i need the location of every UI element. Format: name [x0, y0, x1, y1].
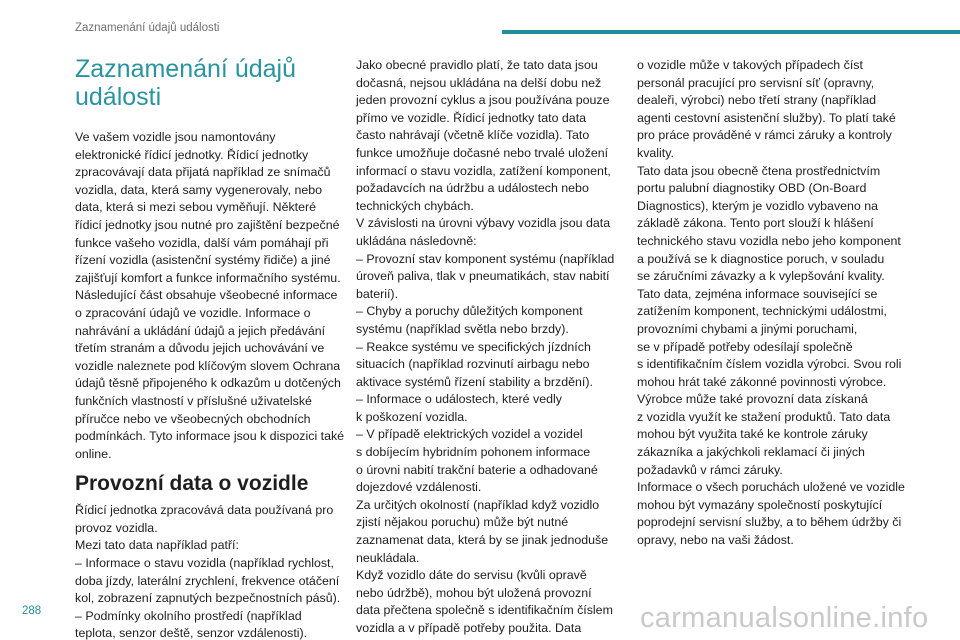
header-accent-bar	[502, 30, 960, 34]
text-line: Když vozidlo dáte do servisu (kvůli opravě	[356, 568, 587, 583]
text-line: k poškození vozidla.	[356, 409, 468, 424]
text-line: aktivace systémů řízení stability a brzdění).	[356, 374, 593, 389]
text-line: se záručními závazky a k vylepšování kvality.	[637, 269, 885, 284]
page-number: 288	[22, 605, 42, 617]
text-line: Jako obecné pravidlo platí, že tato data jsou	[356, 58, 598, 72]
text-line: zjistí nějakou poruchu) může být nutné	[356, 515, 569, 530]
text-line: mohou být vymazány společností poskytující	[637, 497, 883, 512]
text-line: se v případě potřeby odesílají společně	[637, 339, 853, 354]
text-line: data, která si mezi sebou vyměňují. Některé	[75, 200, 317, 215]
text-line: zpracovávají data přijatá například ze snímačů	[75, 165, 331, 180]
text-line: poprodejní servisní služby, a to během údržby či	[637, 515, 902, 530]
text-line: kvality.	[637, 145, 674, 160]
watermark: carmanualsonline.info	[640, 602, 929, 634]
text-line: s identifikačním číslem vozidla výrobci. Svou roli	[637, 357, 902, 372]
text-line: řídicí jednotky jsou nutné pro zajištění bezpečné	[75, 217, 340, 232]
text-line: mohou hrát také zákonné povinnosti výrobce.	[637, 374, 887, 389]
text-line: Tato data jsou obecně čtena prostřednictvím	[637, 163, 881, 178]
text-line: o zpracování údajů ve vozidle. Informace o	[75, 305, 311, 320]
running-header-title: Zaznamenání údajů události	[75, 22, 220, 34]
list-item: – Podmínky okolního prostředí (například	[75, 608, 302, 623]
text-line: informací o stavu vozidla, zatížení komponent,	[356, 163, 611, 178]
text-line: funkčních vlastností v příslušné uživatelské	[75, 393, 312, 408]
text-line: s dobíjecím hybridním pohonem informace	[356, 445, 591, 460]
section-title	[75, 55, 347, 111]
text-line: základě zákona. Tento port slouží k hlášení	[637, 216, 874, 231]
text-line: personál pracující pro servisní síť (opravny,	[637, 75, 875, 90]
column-3	[637, 57, 905, 550]
text-line: situacích (například rozvinutí airbagu nebo	[356, 357, 590, 372]
text-line: úroveň paliva, tlak v pneumatikách, stav nabití	[356, 269, 610, 284]
text-line: opravy, nebo na vaši žádost.	[637, 533, 794, 548]
text-line: požadavků v rámci záruky.	[637, 462, 783, 477]
text-line: řízení vozidla (asistenční systémy řidiče) a jiné	[75, 253, 331, 268]
text-line: údajů těsně připojeného k odkazům u dotčených	[75, 376, 341, 391]
text-line: funkce vašeho vozidla, další vám pomáhají při	[75, 235, 329, 250]
text-line: elektronické řídicí jednotky. Řídicí jednotky	[75, 147, 309, 162]
text-line: Výrobce může také provozní data získaná	[637, 392, 868, 407]
text-line: zákazníka a jakýchkoli reklamací či jiných	[637, 445, 865, 460]
intro-paragraph	[75, 129, 347, 463]
text-line: funkce umožňuje dočasné nebo trvalé uložení	[356, 145, 609, 160]
text-line: Řídicí jednotka zpracovává data používaná pro	[75, 503, 334, 518]
text-line: jeden provozní cyklus a jsou používána pouze	[356, 93, 610, 108]
text-line: Informace o všech poruchách uložené ve vozidle	[637, 480, 905, 495]
text-line: dočasná, nejsou ukládána na delší dobu než	[356, 75, 602, 90]
list-item: – Informace o událostech, které vedly	[356, 392, 562, 407]
text-line: o vozidle může v takových případech číst	[637, 58, 863, 72]
text-line: příručce nebo ve všeobecných obchodních	[75, 411, 311, 426]
text-line: nahrávání a ukládání údajů a jejich předávání	[75, 323, 326, 338]
text-line: doba jízdy, laterální zrychlení, frekvence otáčení	[75, 573, 340, 588]
list-item: – Reakce systému ve specifických jízdních	[356, 339, 591, 354]
text-line: zajišťují komfort a funkce informačního systému.	[75, 270, 341, 285]
subsection-paragraph	[75, 502, 347, 640]
list-item: – Provozní stav komponent systému (například	[356, 251, 615, 266]
text-line: technických chybách.	[356, 198, 474, 213]
text-line: Za určitých okolností (například když vozidlo	[356, 497, 600, 512]
list-item: – V případě elektrických vozidel a vozidel	[356, 427, 583, 442]
text-line: Diagnostics), kterým je vozidlo vybaveno na	[637, 198, 879, 213]
text-line: data přečtena společně s identifikačním číslem	[356, 603, 613, 618]
text-line: podmínkách. Tyto informace jsou k dispozici také	[75, 429, 345, 444]
list-item: – Chyby a poruchy důležitých komponent	[356, 304, 583, 319]
list-item: – Informace o stavu vozidla (například rychlost,	[75, 556, 334, 571]
text-line: často nahrávají (včetně klíče vozidla). Tato	[356, 128, 590, 143]
text-line: neukládala.	[356, 550, 420, 565]
text-line: online.	[75, 446, 112, 461]
text-line: vozidle naleznete pod klíčovým slovem Ochrana	[75, 358, 341, 373]
text-line: z vozidla využít ke stažení produktů. Tato data	[637, 409, 891, 424]
subsection-title: Provozní data o vozidle	[75, 472, 309, 496]
text-line: baterií).	[356, 286, 399, 301]
text-line: třetím stranám a důvodu jejich uchovávání ve	[75, 341, 325, 356]
text-line: dealeři, výrobci) nebo třetí strany (například	[637, 93, 876, 108]
text-line: Ve vašem vozidle jsou namontovány	[75, 130, 276, 144]
text-line: vozidla a v případě potřeby použita. Data	[356, 621, 582, 635]
text-line: nebo údržbě), mohou být uložená provozní	[356, 585, 592, 600]
text-line: o úrovni nabití trakční baterie a odhadované	[356, 462, 598, 477]
text-line: teplota, senzor deště, senzor vzdálenosti).	[75, 626, 308, 640]
text-line: systému (například světla nebo brzdy).	[356, 321, 569, 336]
text-line: ukládána následovně:	[356, 233, 477, 248]
text-line: technického stavu vozidla nebo jeho komponent	[637, 233, 901, 248]
text-line: vozidla, data, která samy vygenerovaly, nebo	[75, 182, 323, 197]
text-line: Tato data, zejména informace související se	[637, 286, 878, 301]
text-line: agenti cestovní asistenční služby). To platí také	[637, 110, 896, 125]
text-line: zaznamenat data, která by se jinak jednoduše	[356, 533, 609, 548]
column-2	[356, 57, 618, 638]
text-line: mohou být využita také ke kontrole záruky	[637, 427, 868, 442]
text-line: provozními chybami a jinými poruchami,	[637, 321, 858, 336]
text-line: kol, zobrazení zapnutých bezpečnostních pásů).	[75, 591, 341, 606]
text-line: portu palubní diagnostiky OBD (On-Board	[637, 181, 867, 196]
text-line: Následující část obsahuje všeobecné informace	[75, 288, 338, 303]
text-line: dojezdové vzdálenosti.	[356, 480, 482, 495]
section-title-line: události	[75, 83, 162, 111]
text-line: V závislosti na úrovni výbavy vozidla jsou data	[356, 216, 611, 231]
text-line: Mezi tato data například patří:	[75, 538, 239, 553]
text-line: přímo ve vozidle. Řídicí jednotky tato data	[356, 110, 587, 125]
column-1	[75, 50, 347, 640]
text-line: provoz vozidla.	[75, 520, 158, 535]
text-line: pro práce prováděné v rámci záruky a kontroly	[637, 128, 892, 143]
text-line: zatížením komponent, technickými událostmi,	[637, 304, 887, 319]
text-line: požadavcích na údržbu a událostech nebo	[356, 181, 589, 196]
text-line: a používá se k diagnostice poruch, v souladu	[637, 251, 885, 266]
section-title-line: Zaznamenání údajů	[75, 55, 296, 83]
